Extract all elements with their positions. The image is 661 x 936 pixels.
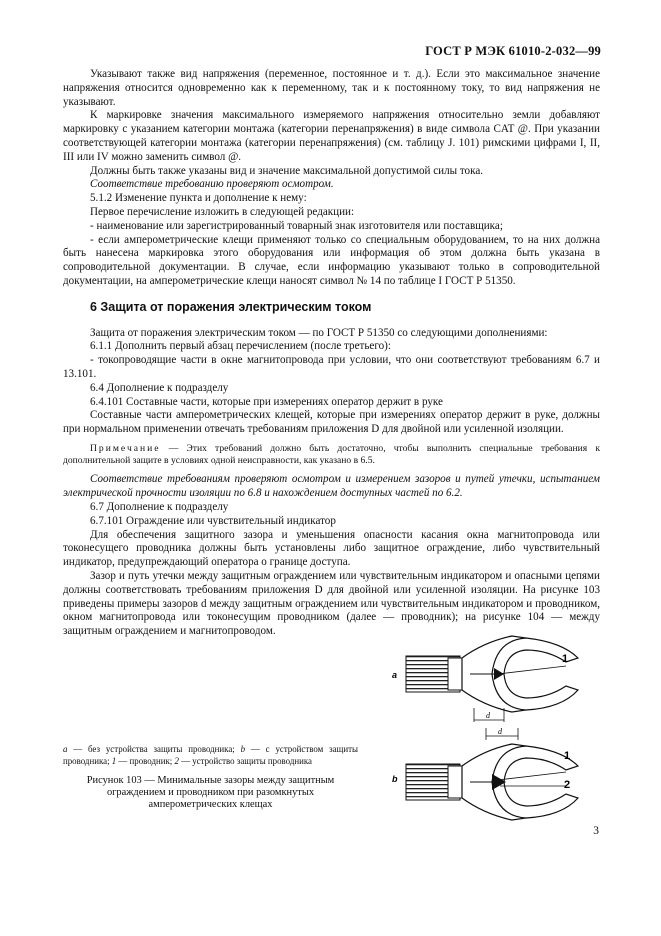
page-number: 3 <box>593 825 599 837</box>
label-b: b <box>392 774 398 784</box>
list-item: - токопроводящие части в окне магнитопровода при условии, что они соответствуют требованиям 6.7 и 13.101. <box>63 354 600 380</box>
paragraph: Защита от поражения электрическим током — по ГОСТ Р 51350 со следующими дополнениями: <box>90 326 548 339</box>
paragraph-compliance: Соответствие требованиям проверяют осмотром и измерением зазоров и путей утечки, испытанием электрической прочности изоляции по 6.8 и нахождением доступных частей по 6.2. <box>63 473 600 500</box>
paragraph: Первое перечисление изложить в следующей редакции: <box>90 205 355 218</box>
label-d-top: d <box>486 711 490 720</box>
paragraph: 5.1.2 Изменение пункта и дополнение к нему: <box>90 192 307 205</box>
label-d-bottom: d <box>498 727 502 736</box>
document-body <box>63 68 600 639</box>
label-a: a <box>392 670 398 680</box>
section-heading: 6 Защита от поражения электрическим током <box>90 299 372 314</box>
paragraph: Должны быть также указаны вид и значение максимальной допустимой силы тока. <box>90 164 484 177</box>
paragraph: 6.1.1 Дополнить первый абзац перечислением (после третьего): <box>90 340 391 353</box>
paragraph: 6.7 Дополнение к подразделу <box>90 500 229 513</box>
clamp-a <box>406 636 578 740</box>
label-1-bottom: 1 <box>564 750 571 762</box>
figure-legend: a — без устройства защиты проводника; b — с устройством защиты проводника; 1 — проводник; 2 — устройство защиты проводника <box>63 744 358 766</box>
paragraph: 6.4.101 Составные части, которые при измерениях оператор держит в руке <box>90 395 443 408</box>
paragraph: Указывают также вид напряжения (переменное, постоянное и т. д.). Если это максимальное значение напряжения относится одновременно как к переменному, так и к постоянному току, то вид напряжения не указывают. <box>63 68 600 108</box>
paragraph: Для обеспечения защитного зазора и уменьшения опасности касания окна магнитопровода или токонесущего проводника должны быть установлены либо защитное ограждение, либо чувствительный индикатор, предупреждающий оператора о границе доступа. <box>63 528 600 569</box>
note-text: — Этих требований должно быть достаточно, чтобы выполнить специальные требования к дополнительной защите в условиях одной неисправности, как указано в 6.5. <box>63 442 600 467</box>
paragraph: 6.4 Дополнение к подразделу <box>90 381 229 394</box>
paragraph: К маркировке значения максимального измеряемого напряжения относительно земли добавляют маркировку с указанием категории монтажа (категории перенапряжения) в виде символа CAT @. При указании соответствующей категории монтажа (категории перенапряжения) (см. таблицу J. 101) римскими цифрами I, II, III или IV можно заменить символ @. <box>63 109 600 163</box>
list-item: - если амперометрические клещи применяют только со специальным оборудованием, то на них должна быть нанесена маркировка этого оборудования или информация об этом должна быть указана в сопроводительной документации. В случае, если информацию указывают только в сопроводительной документации, на амперометрические клещи наносят символ № 14 по таблице I ГОСТ Р 51350. <box>63 233 600 287</box>
list-item: - наименование или зарегистрированный товарный знак изготовителя или поставщика; <box>90 219 503 232</box>
figure-103-drawing <box>386 628 610 830</box>
paragraph: Составные части амперометрических клещей, которые при измерениях оператор держит в руке, должны при нормальном применении отвечать требованиям приложения D для двойной или усиленной изоляции. <box>63 409 600 436</box>
document-header: ГОСТ Р МЭК 61010-2-032—99 <box>425 44 601 58</box>
note-label: Примечание <box>90 442 161 454</box>
paragraph: 6.7.101 Ограждение или чувствительный индикатор <box>90 514 336 527</box>
note <box>63 443 600 467</box>
label-2: 2 <box>564 779 571 791</box>
paragraph-compliance: Соответствие требованию проверяют осмотром. <box>90 178 334 191</box>
label-1-top: 1 <box>562 653 569 665</box>
figure-caption: Рисунок 103 — Минимальные зазоры между защитным ограждением и проводником при разомкнутых амперометрических клещах <box>86 775 335 811</box>
paragraph: Зазор и путь утечки между защитным ограждением или чувствительным индикатором и опасными цепями должны соответствовать требованиям приложения D для двойной или усиленной изоляции. На рисунке 103 приведены примеры зазоров d между защитным ограждением или чувствительным индикатором и проводником, окном магнитопровода или токонесущим проводником (далее — проводник); на рисунке 104 — между защитным ограждением и магнитопроводом. <box>63 569 600 638</box>
clamp-b <box>406 744 578 820</box>
